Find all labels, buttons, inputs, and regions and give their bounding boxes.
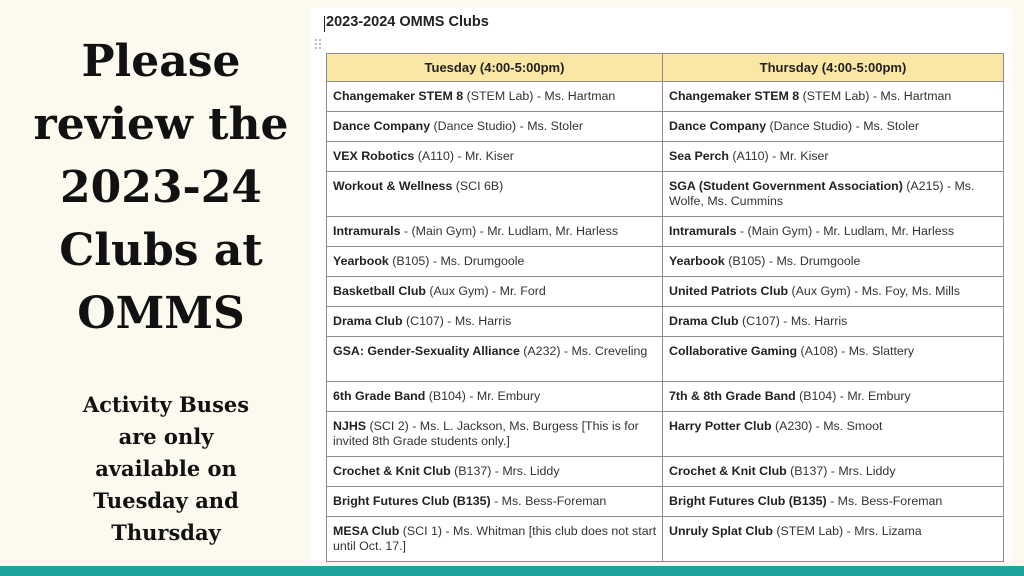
club-details: - (Main Gym) - Mr. Ludlam, Mr. Harless: [736, 224, 955, 238]
club-cell: [327, 82, 663, 112]
club-name: GSA: Gender-Sexuality Alliance: [333, 344, 520, 358]
club-cell: [663, 412, 1004, 457]
club-cell: [327, 337, 663, 382]
club-details: (B137) - Mrs. Liddy: [450, 464, 560, 478]
table-row: [327, 172, 1004, 217]
note-line: available on: [95, 456, 237, 481]
column-header-thursday: Thursday (4:00-5:00pm): [663, 54, 1004, 82]
club-details: (A110) - Mr. Kiser: [414, 149, 514, 163]
club-details: (A215) - Ms. Wolfe, Ms. Cummins: [669, 179, 975, 208]
table-row: [327, 457, 1004, 487]
club-details: (SCI 1) - Ms. Whitman [this club does not start until Oct. 17.]: [333, 524, 657, 553]
club-cell: [663, 142, 1004, 172]
club-name: Sea Perch: [669, 149, 729, 163]
club-details: (B104) - Mr. Embury: [425, 389, 541, 403]
club-cell: [327, 457, 663, 487]
club-cell: [663, 337, 1004, 382]
club-cell: [327, 412, 663, 457]
clubs-table: [326, 53, 1004, 562]
title-line: Please: [81, 36, 241, 87]
club-details: (SCI 6B): [452, 179, 504, 193]
activity-bus-note: [60, 389, 272, 549]
club-name: Yearbook: [333, 254, 389, 268]
club-details: (B105) - Ms. Drumgoole: [724, 254, 861, 268]
club-details: (Dance Studio) - Ms. Stoler: [430, 119, 583, 133]
table-row: [327, 112, 1004, 142]
table-row: [327, 517, 1004, 562]
club-details: (Aux Gym) - Mr. Ford: [425, 284, 546, 298]
club-name: Crochet & Knit Club: [669, 464, 787, 478]
page-title: [20, 30, 302, 345]
club-cell: [327, 517, 663, 562]
club-details: (B105) - Ms. Drumgoole: [388, 254, 525, 268]
club-cell: [663, 247, 1004, 277]
club-details: (A110) - Mr. Kiser: [728, 149, 829, 163]
club-name: VEX Robotics: [333, 149, 415, 163]
document-title: 2023-2024 OMMS Clubs: [326, 14, 489, 30]
title-line: review the: [33, 99, 289, 150]
club-cell: [327, 217, 663, 247]
club-details: (B104) - Mr. Embury: [795, 389, 911, 403]
club-cell: [663, 112, 1004, 142]
club-details: (STEM Lab) - Mrs. Lizama: [772, 524, 922, 538]
club-details: - (Main Gym) - Mr. Ludlam, Mr. Harless: [400, 224, 619, 238]
title-line: OMMS: [77, 288, 245, 339]
club-cell: [663, 307, 1004, 337]
club-details: (Aux Gym) - Ms. Foy, Ms. Mills: [788, 284, 960, 298]
club-name: United Patriots Club: [669, 284, 789, 298]
table-row: [327, 307, 1004, 337]
table-row: [327, 277, 1004, 307]
club-name: Dance Company: [669, 119, 767, 133]
club-details: (STEM Lab) - Ms. Hartman: [463, 89, 616, 103]
club-name: SGA (Student Government Association): [669, 179, 903, 193]
club-name: Changemaker STEM 8: [333, 89, 464, 103]
club-cell: [327, 247, 663, 277]
club-name: NJHS: [333, 419, 367, 433]
club-name: Collaborative Gaming: [669, 344, 798, 358]
club-details: (A108) - Ms. Slattery: [797, 344, 915, 358]
title-line: Clubs at: [59, 225, 263, 276]
title-line: 2023-24: [60, 162, 262, 213]
club-name: Yearbook: [669, 254, 725, 268]
club-details: (A230) - Ms. Smoot: [771, 419, 883, 433]
club-cell: [663, 487, 1004, 517]
club-cell: [327, 112, 663, 142]
club-details: - Ms. Bess-Foreman: [826, 494, 943, 508]
club-name: Bright Futures Club (B135): [333, 494, 491, 508]
club-name: Basketball Club: [333, 284, 426, 298]
club-cell: [327, 142, 663, 172]
club-cell: [327, 382, 663, 412]
table-row: [327, 82, 1004, 112]
club-details: - Ms. Bess-Foreman: [490, 494, 607, 508]
club-details: (STEM Lab) - Ms. Hartman: [799, 89, 952, 103]
club-name: Intramurals: [333, 224, 401, 238]
document-screenshot: [310, 8, 1012, 562]
club-name: Dance Company: [333, 119, 431, 133]
club-cell: [663, 382, 1004, 412]
club-name: Drama Club: [333, 314, 403, 328]
table-row: [327, 142, 1004, 172]
club-details: (C107) - Ms. Harris: [402, 314, 512, 328]
table-row: [327, 337, 1004, 382]
left-panel: [0, 0, 320, 566]
table-row: [327, 382, 1004, 412]
club-cell: [663, 172, 1004, 217]
club-cell: [663, 82, 1004, 112]
club-name: 7th & 8th Grade Band: [669, 389, 796, 403]
club-cell: [663, 517, 1004, 562]
club-name: Bright Futures Club (B135): [669, 494, 827, 508]
club-cell: [327, 307, 663, 337]
club-details: (Dance Studio) - Ms. Stoler: [766, 119, 919, 133]
club-name: Unruly Splat Club: [669, 524, 773, 538]
table-row: [327, 487, 1004, 517]
club-details: (C107) - Ms. Harris: [738, 314, 848, 328]
table-row: [327, 412, 1004, 457]
club-details: (B137) - Mrs. Liddy: [786, 464, 896, 478]
club-details: (A232) - Ms. Creveling: [519, 344, 648, 358]
table-row: [327, 247, 1004, 277]
club-name: MESA Club: [333, 524, 400, 538]
club-name: Intramurals: [669, 224, 737, 238]
column-header-tuesday: Tuesday (4:00-5:00pm): [327, 54, 663, 82]
club-details: (SCI 2) - Ms. L. Jackson, Ms. Burgess [This is for invited 8th Grade students only.]: [333, 419, 639, 448]
club-cell: [663, 217, 1004, 247]
club-cell: [327, 172, 663, 217]
club-name: Workout & Wellness: [333, 179, 453, 193]
note-line: Activity Buses: [82, 392, 250, 417]
club-cell: [327, 487, 663, 517]
bottom-accent-bar: [0, 566, 1024, 576]
clubs-table-body: [327, 82, 1004, 562]
club-name: Crochet & Knit Club: [333, 464, 451, 478]
club-cell: [663, 457, 1004, 487]
club-name: Drama Club: [669, 314, 739, 328]
club-cell: [327, 277, 663, 307]
note-line: Thursday: [111, 520, 221, 545]
club-name: 6th Grade Band: [333, 389, 426, 403]
club-name: Harry Potter Club: [669, 419, 772, 433]
note-line: are only: [118, 424, 214, 449]
text-cursor: [324, 16, 325, 32]
note-line: Tuesday and: [93, 488, 239, 513]
club-cell: [663, 277, 1004, 307]
club-name: Changemaker STEM 8: [669, 89, 800, 103]
drag-handle-icon[interactable]: [314, 38, 322, 50]
table-row: [327, 217, 1004, 247]
